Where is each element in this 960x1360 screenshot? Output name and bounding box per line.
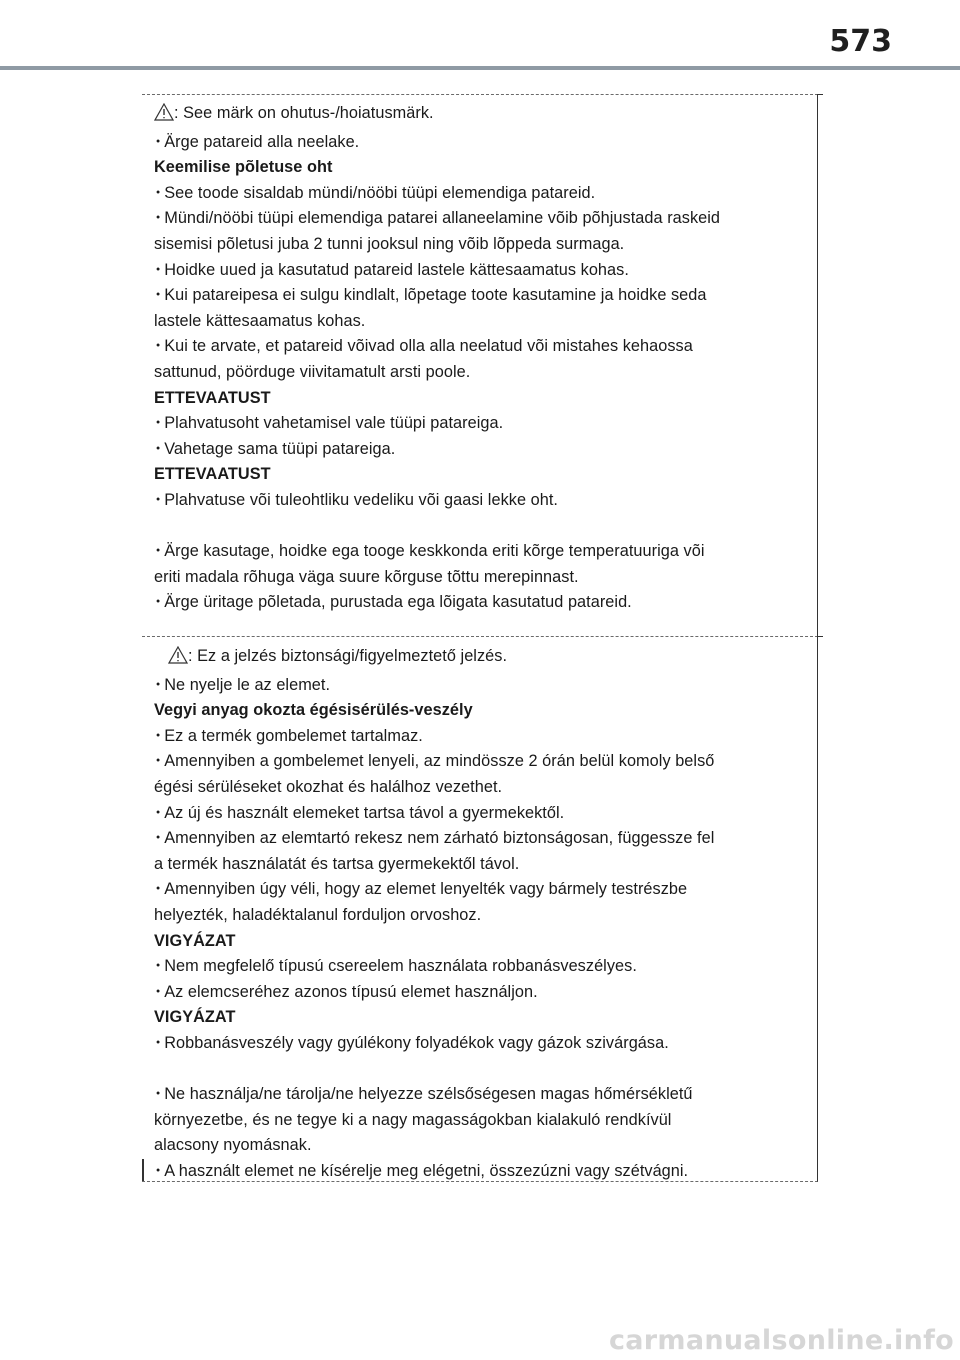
bullet-mark: ･ [154,1085,163,1104]
text-line [154,488,805,514]
line-text: ETTEVAATUST [154,388,271,407]
text-line [154,775,805,801]
line-text: lastele kättesaamatus kohas. [154,311,366,330]
bullet-mark: ･ [154,803,163,822]
bullet-mark: ･ [154,752,163,771]
text-line [154,826,805,852]
text-line [154,1108,805,1134]
line-text: Keemilise põletuse oht [154,158,333,177]
bullet-mark: ･ [154,982,163,1001]
bullet-mark: ･ [154,337,163,356]
paragraph-gap [154,1057,805,1083]
line-text: sattunud, pöörduge viivitamatult arsti poole. [154,362,471,381]
line-text: Plahvatusoht vahetamisel vale tüüpi patareiga. [164,414,504,433]
line-text: Ärge kasutage, hoidke ega tooge keskkonda eriti kõrge temperatuuriga või [164,542,705,561]
line-text: Nem megfelelő típusú csereelem használata robbanásveszélyes. [164,957,637,976]
line-text: Vegyi anyag okozta égésisérülés-veszély [154,701,473,720]
line-text: Mündi/nööbi tüüpi elemendiga patarei allaneelamine võib põhjustada raskeid [164,209,721,228]
section-heading [154,698,805,724]
bullet-mark: ･ [154,829,163,848]
bullet-mark: ･ [154,542,163,561]
section-heading [154,929,805,955]
line-text: Robbanásveszély vagy gyúlékony folyadékok vagy gázok szivárgása. [164,1033,669,1052]
line-text: : Ez a jelzés biztonsági/figyelmeztető jelzés. [188,647,508,665]
line-text: ETTEVAATUST [154,465,271,484]
bullet-mark: ･ [154,132,163,151]
warning-panel-estonian [142,94,818,638]
text-line [154,724,805,750]
line-text: égési sérüléseket okozhat és halálhoz vezethet. [154,777,503,796]
line-text: Kui te arvate, et patareid võivad olla alla neelatud või mistahes kehaossa [164,337,693,356]
text-line [154,206,805,232]
warning-triangle-icon [168,646,188,673]
warning-sign-line [154,101,805,130]
text-line [154,565,805,591]
bullet-mark: ･ [154,183,163,202]
line-text: Amennyiben úgy véli, hogy az elemet lenyelték vagy bármely testrészbe [164,880,688,899]
text-line [154,360,805,386]
text-line [154,283,805,309]
warning-panel-hungarian [142,636,818,1182]
warning-sign-line [154,644,805,673]
bullet-mark: ･ [154,880,163,899]
bullet-mark: ･ [154,439,163,458]
line-text: Ne használja/ne tárolja/ne helyezze szélsőségesen magas hőmérsékletű [164,1085,693,1104]
line-text: Amennyiben az elemtartó rekesz nem zárható biztonságosan, függessze fel [164,829,715,848]
line-text: : See märk on ohutus-/hoiatusmärk. [174,104,434,122]
line-text: Hoidke uued ja kasutatud patareid lastele kättesaamatus kohas. [164,260,629,279]
line-text: A használt elemet ne kísérelje meg elégetni, összezúzni vagy szétvágni. [164,1161,689,1180]
line-text: VIGYÁZAT [154,931,236,950]
bullet-mark: ･ [154,957,163,976]
line-text: Plahvatuse või tuleohtliku vedeliku või gaasi lekke oht. [164,490,558,509]
bullet-mark: ･ [154,1161,163,1180]
line-text: környezetbe, és ne tegye ki a nagy magasságokban kialakuló rendkívül [154,1110,672,1129]
line-text: Ez a termék gombelemet tartalmaz. [164,726,423,745]
text-line [154,539,805,565]
bullet-mark: ･ [154,490,163,509]
line-text: alacsony nyomásnak. [154,1136,312,1155]
text-line [154,590,805,616]
text-line [154,1133,805,1159]
paragraph-gap [154,514,805,540]
text-line [154,411,805,437]
warning-triangle-icon [154,103,174,130]
section-heading [154,1005,805,1031]
text-line [154,954,805,980]
warning-text-estonian [154,95,805,616]
text-line [154,334,805,360]
site-watermark: carmanualsonline.info [608,1325,954,1356]
text-line [154,130,805,156]
section-heading [154,155,805,181]
line-text: Kui patareipesa ei sulgu kindlalt, lõpetage toote kasutamine ja hoidke seda [164,286,707,305]
bullet-mark: ･ [154,209,163,228]
bullet-mark: ･ [154,726,163,745]
text-line [154,232,805,258]
text-line [154,801,805,827]
text-line [154,181,805,207]
text-line [154,877,805,903]
line-text: Az elemcseréhez azonos típusú elemet használjon. [164,982,538,1001]
section-heading [154,462,805,488]
warning-text-hungarian [154,637,805,1184]
line-text: a termék használatát és tartsa gyermekektől távol. [154,854,520,873]
page-number: 573 [829,24,892,59]
bullet-mark: ･ [154,286,163,305]
line-text: VIGYÁZAT [154,1008,236,1027]
bullet-mark: ･ [154,1033,163,1052]
text-line [154,1082,805,1108]
section-heading [154,386,805,412]
text-line [154,309,805,335]
bullet-mark: ･ [154,414,163,433]
line-text: sisemisi põletusi juba 2 tunni jooksul ning võib lõppeda surmaga. [154,234,625,253]
text-line [154,749,805,775]
text-line [154,673,805,699]
line-text: Ärge üritage põletada, purustada ega lõigata kasutatud patareid. [164,593,632,612]
line-text: Vahetage sama tüüpi patareiga. [164,439,396,458]
bullet-mark: ･ [154,593,163,612]
line-text: eriti madala rõhuga väga suure kõrguse tõttu merepinnast. [154,567,579,586]
text-line [154,437,805,463]
bullet-mark: ･ [154,675,163,694]
header-rule [0,66,960,70]
text-line [154,852,805,878]
line-text: helyezték, haladéktalanul forduljon orvoshoz. [154,905,482,924]
line-text: Ne nyelje le az elemet. [164,675,331,694]
line-text: Amennyiben a gombelemet lenyeli, az mindössze 2 órán belül komoly belső [164,752,715,771]
text-line [154,903,805,929]
line-text: Ärge patareid alla neelake. [164,132,360,151]
text-line [154,980,805,1006]
bullet-mark: ･ [154,260,163,279]
line-text: Az új és használt elemeket tartsa távol a gyermekektől. [164,803,565,822]
text-line [154,1031,805,1057]
text-line [154,1159,805,1185]
line-text: See toode sisaldab mündi/nööbi tüüpi elemendiga patareid. [164,183,596,202]
text-line [154,258,805,284]
